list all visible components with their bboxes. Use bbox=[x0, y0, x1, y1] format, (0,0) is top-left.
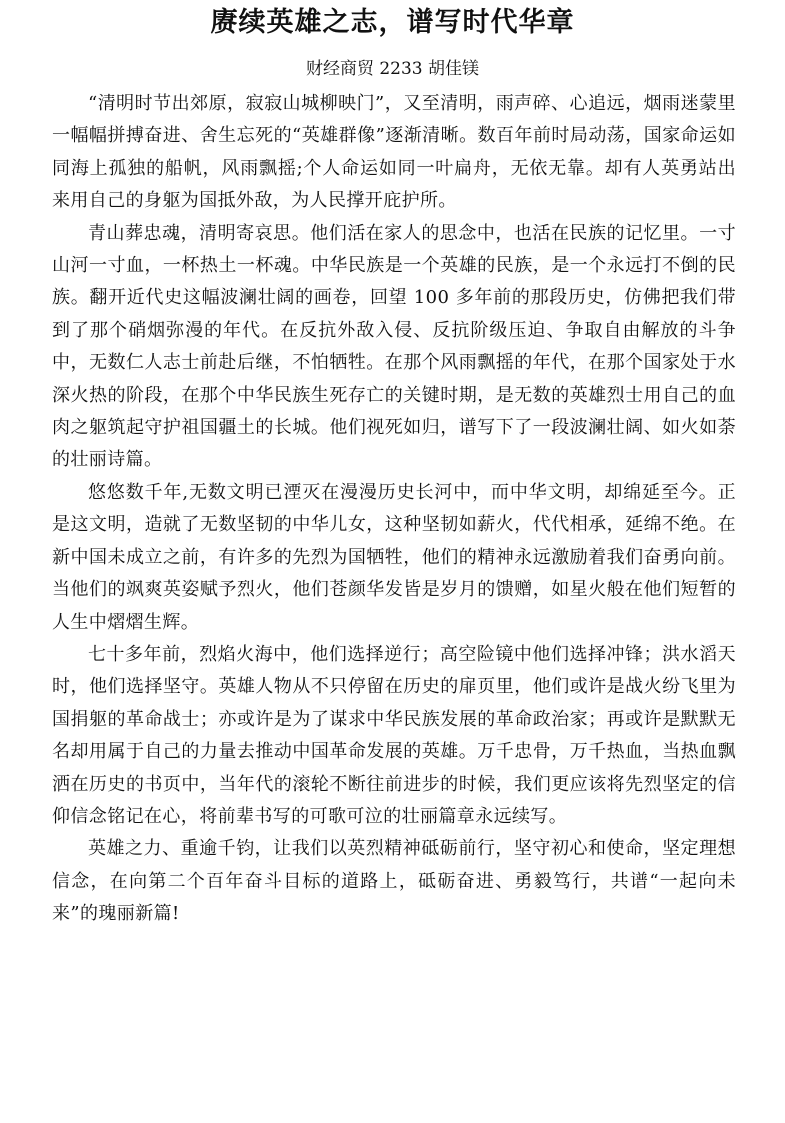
paragraph-3: 悠悠数千年,无数文明已湮灭在漫漫历史长河中，而中华文明，却绵延至今。正是这文明，造就了无数坚韧的中华儿女，这种坚韧如薪火，代代相承，延绵不绝。在新中国未成立之前，有许多的先烈为国牺牲，他们的精神永远激励着我们奋勇向前。当他们的飒爽英姿赋予烈火，他们苍颜华发皆是岁月的馈赠，如星火般在他们短暂的人生中熠熠生辉。 bbox=[52, 481, 736, 633]
paragraph-5: 英雄之力、重逾千钧，让我们以英烈精神砥砺前行，坚守初心和使命，坚定理想信念，在向第二个百年奋斗目标的道路上，砥砺奋进、勇毅笃行，共谱“一起向未来”的瑰丽新篇! bbox=[52, 838, 736, 925]
document-author: 财经商贸 2233 胡佳镁 bbox=[305, 59, 480, 79]
paragraph-4: 七十多年前，烈焰火海中，他们选择逆行；高空险镜中他们选择冲锋；洪水滔天时，他们选择坚守。英雄人物从不只停留在历史的扉页里，他们或许是战火纷飞里为国捐躯的革命战士；亦或许是为了谋求中华民族发展的革命政治家；再或许是默默无名却用属于自己的力量去推动中国革命发展的英雄。万千忠骨，万千热血，当热血飘洒在历史的书页中，当年代的滚轮不断往前进步的时候，我们更应该将先烈坚定的信仰信念铭记在心，将前辈书写的可歌可泣的壮丽篇章永远续写。 bbox=[52, 643, 736, 827]
document-body bbox=[52, 88, 736, 931]
paragraph-2: 青山葬忠魂，清明寄哀思。他们活在家人的思念中，也活在民族的记忆里。一寸山河一寸血，一杯热土一杯魂。中华民族是一个英雄的民族，是一个永远打不倒的民族。翻开近代史这幅波澜壮阔的画卷，回望 100 多年前的那段历史，仿佛把我们带到了那个硝烟弥漫的年代。在反抗外敌入侵、反抗阶级压迫、争取自由解放的斗争中，无数仁人志士前赴后继，不怕牺牲。在那个风雨飘摇的年代，在那个国家处于水深火热的阶段，在那个中华民族生死存亡的关键时期，是无数的英雄烈士用自己的血肉之躯筑起守护祖国疆土的长城。他们视死如归，谱写下了一段波澜壮阔、如火如荼的壮丽诗篇。 bbox=[52, 222, 736, 471]
paragraph-1: “清明时节出郊原，寂寂山城柳映门”，又至清明，雨声碎、心追远，烟雨迷蒙里一幅幅拼搏奋进、舍生忘死的“英雄群像”逐渐清晰。数百年前时局动荡，国家命运如同海上孤独的船帆，风雨飘摇;个人命运如同一叶扁舟，无依无靠。却有人英勇站出来用自己的身躯为国抵外敌，为人民撑开庇护所。 bbox=[52, 93, 736, 212]
document-title: 赓续英雄之志，谱写时代华章 bbox=[210, 7, 575, 38]
